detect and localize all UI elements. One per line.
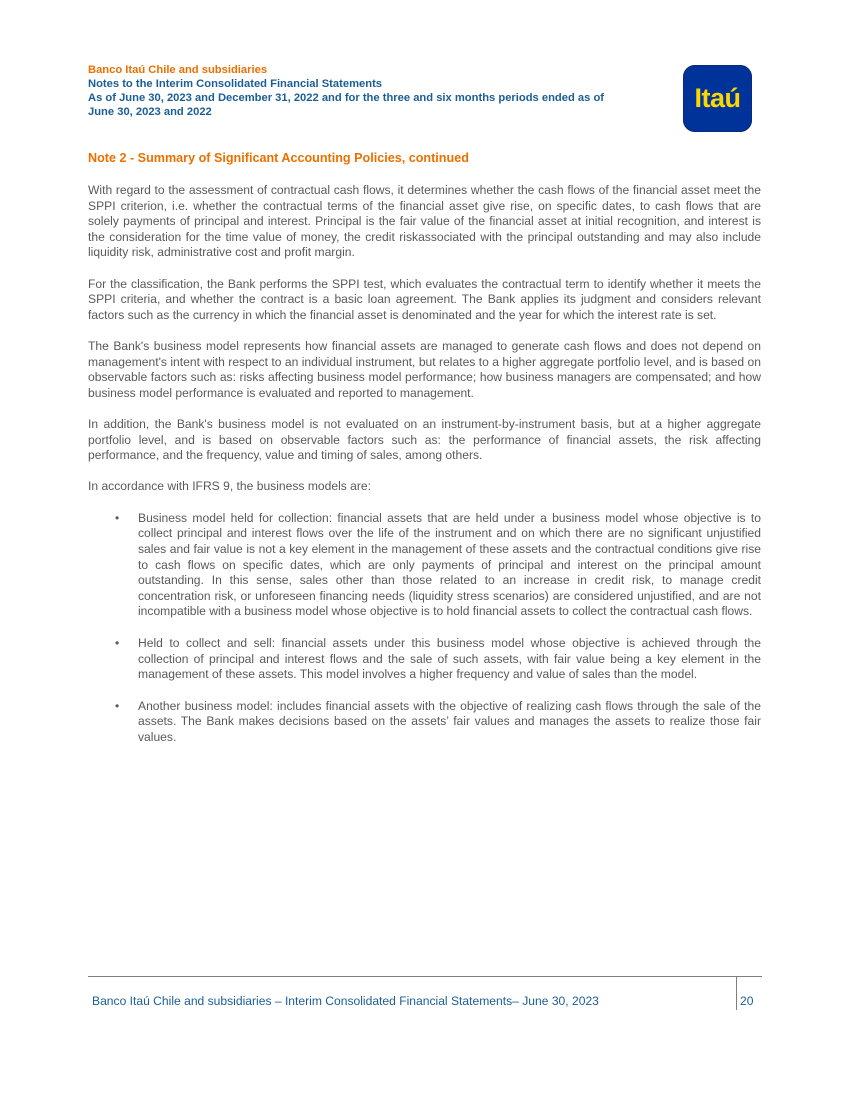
list-item-text: Business model held for collection: financial assets that are held under a business model whose objective is to collect principal and interest flows over the life of the instrument and on which there are no significant unjustified sales and fair value is not a key element in the management of these assets and the contractual conditions give rise to cash flows on specific dates, which are only payments of principal and interest on the principal amount outstanding. In this sense, sales other than those related to an increase in credit risk, to manage credit concentration risk, or unforeseen financing needs (liquidity stress scenarios) are considered unjustified, and are not incompatible with a business model whose objective is to hold financial assets to collect the contractual cash flows. [138, 510, 761, 619]
footer-text: Banco Itaú Chile and subsidiaries – Interim Consolidated Financial Statements– June 30, 2023 [92, 994, 599, 1008]
page-number: 20 [740, 994, 754, 1008]
list-item [88, 511, 761, 620]
bullet-icon: • [115, 636, 120, 651]
list-item-text: Another business model: includes financial assets with the objective of realizing cash flows through the sale of the assets. The Bank makes decisions based on the assets’ fair values and manages the assets to realize those fair values. [138, 698, 761, 744]
logo-text: Itaú [694, 83, 741, 113]
bullet-icon: • [115, 698, 120, 713]
document-header [88, 63, 678, 119]
paragraph: The Bank's business model represents how financial assets are managed to generate cash flows and does not depend on management's intent with respect to an individual instrument, but relates to a higher aggregate portfolio level, and is based on observable factors such as: risks affecting business model performance; how business managers are compensated; and how business model performance is evaluated and reported to management. [88, 338, 761, 400]
paragraph: In accordance with IFRS 9, the business models are: [88, 479, 371, 494]
paragraph: In addition, the Bank's business model is not evaluated on an instrument-by-instrument basis, but at a higher aggregate portfolio level, and is based on observable factors such as: the performance of financial assets, the risk affecting performance, and the frequency, value and timing of sales, among others. [88, 416, 761, 463]
business-models-list [88, 511, 761, 746]
header-period-line2: June 30, 2023 and 2022 [88, 106, 212, 118]
paragraph: With regard to the assessment of contractual cash flows, it determines whether the cash flows of the financial asset meet the SPPI criterion, i.e. whether the contractual terms of the financial asset give rise, on specific dates, to cash flows that are solely payments of principal and interest. Principal is the fair value of the financial asset at initial recognition, and interest is the consideration for the time value of money, the credit riskassociated with the principal outstanding and may also include liquidity risk, administrative cost and profit margin. [88, 183, 761, 260]
list-item [88, 699, 761, 746]
header-period-line1: As of June 30, 2023 and December 31, 2022 and for the three and six months periods ended as of [88, 92, 605, 104]
list-item-text: Held to collect and sell: financial assets under this business model whose objective is achieved through the collection of principal and interest flows and the sale of such assets, with fair value being a key element in the management of these assets. This model involves a higher frequency and value of sales than the model. [138, 636, 761, 682]
footer-divider [88, 976, 762, 977]
paragraph: For the classification, the Bank performs the SPPI test, which evaluates the contractual term to identify whether it meets the SPPI criteria, and whether the contract is a basic loan agreement. The Bank applies its judgment and considers relevant factors such as the currency in which the financial asset is denominated and the year for which the interest rate is set. [88, 276, 761, 322]
list-item [88, 636, 761, 683]
header-notes-title: Notes to the Interim Consolidated Financial Statements [88, 78, 383, 90]
document-body [88, 183, 761, 762]
header-company: Banco Itaú Chile and subsidiaries [88, 64, 268, 76]
footer-page-divider [736, 976, 737, 1010]
bullet-icon: • [115, 510, 120, 525]
note-title: Note 2 - Summary of Significant Accounting Policies, continued [88, 151, 469, 165]
itau-logo [683, 65, 752, 132]
